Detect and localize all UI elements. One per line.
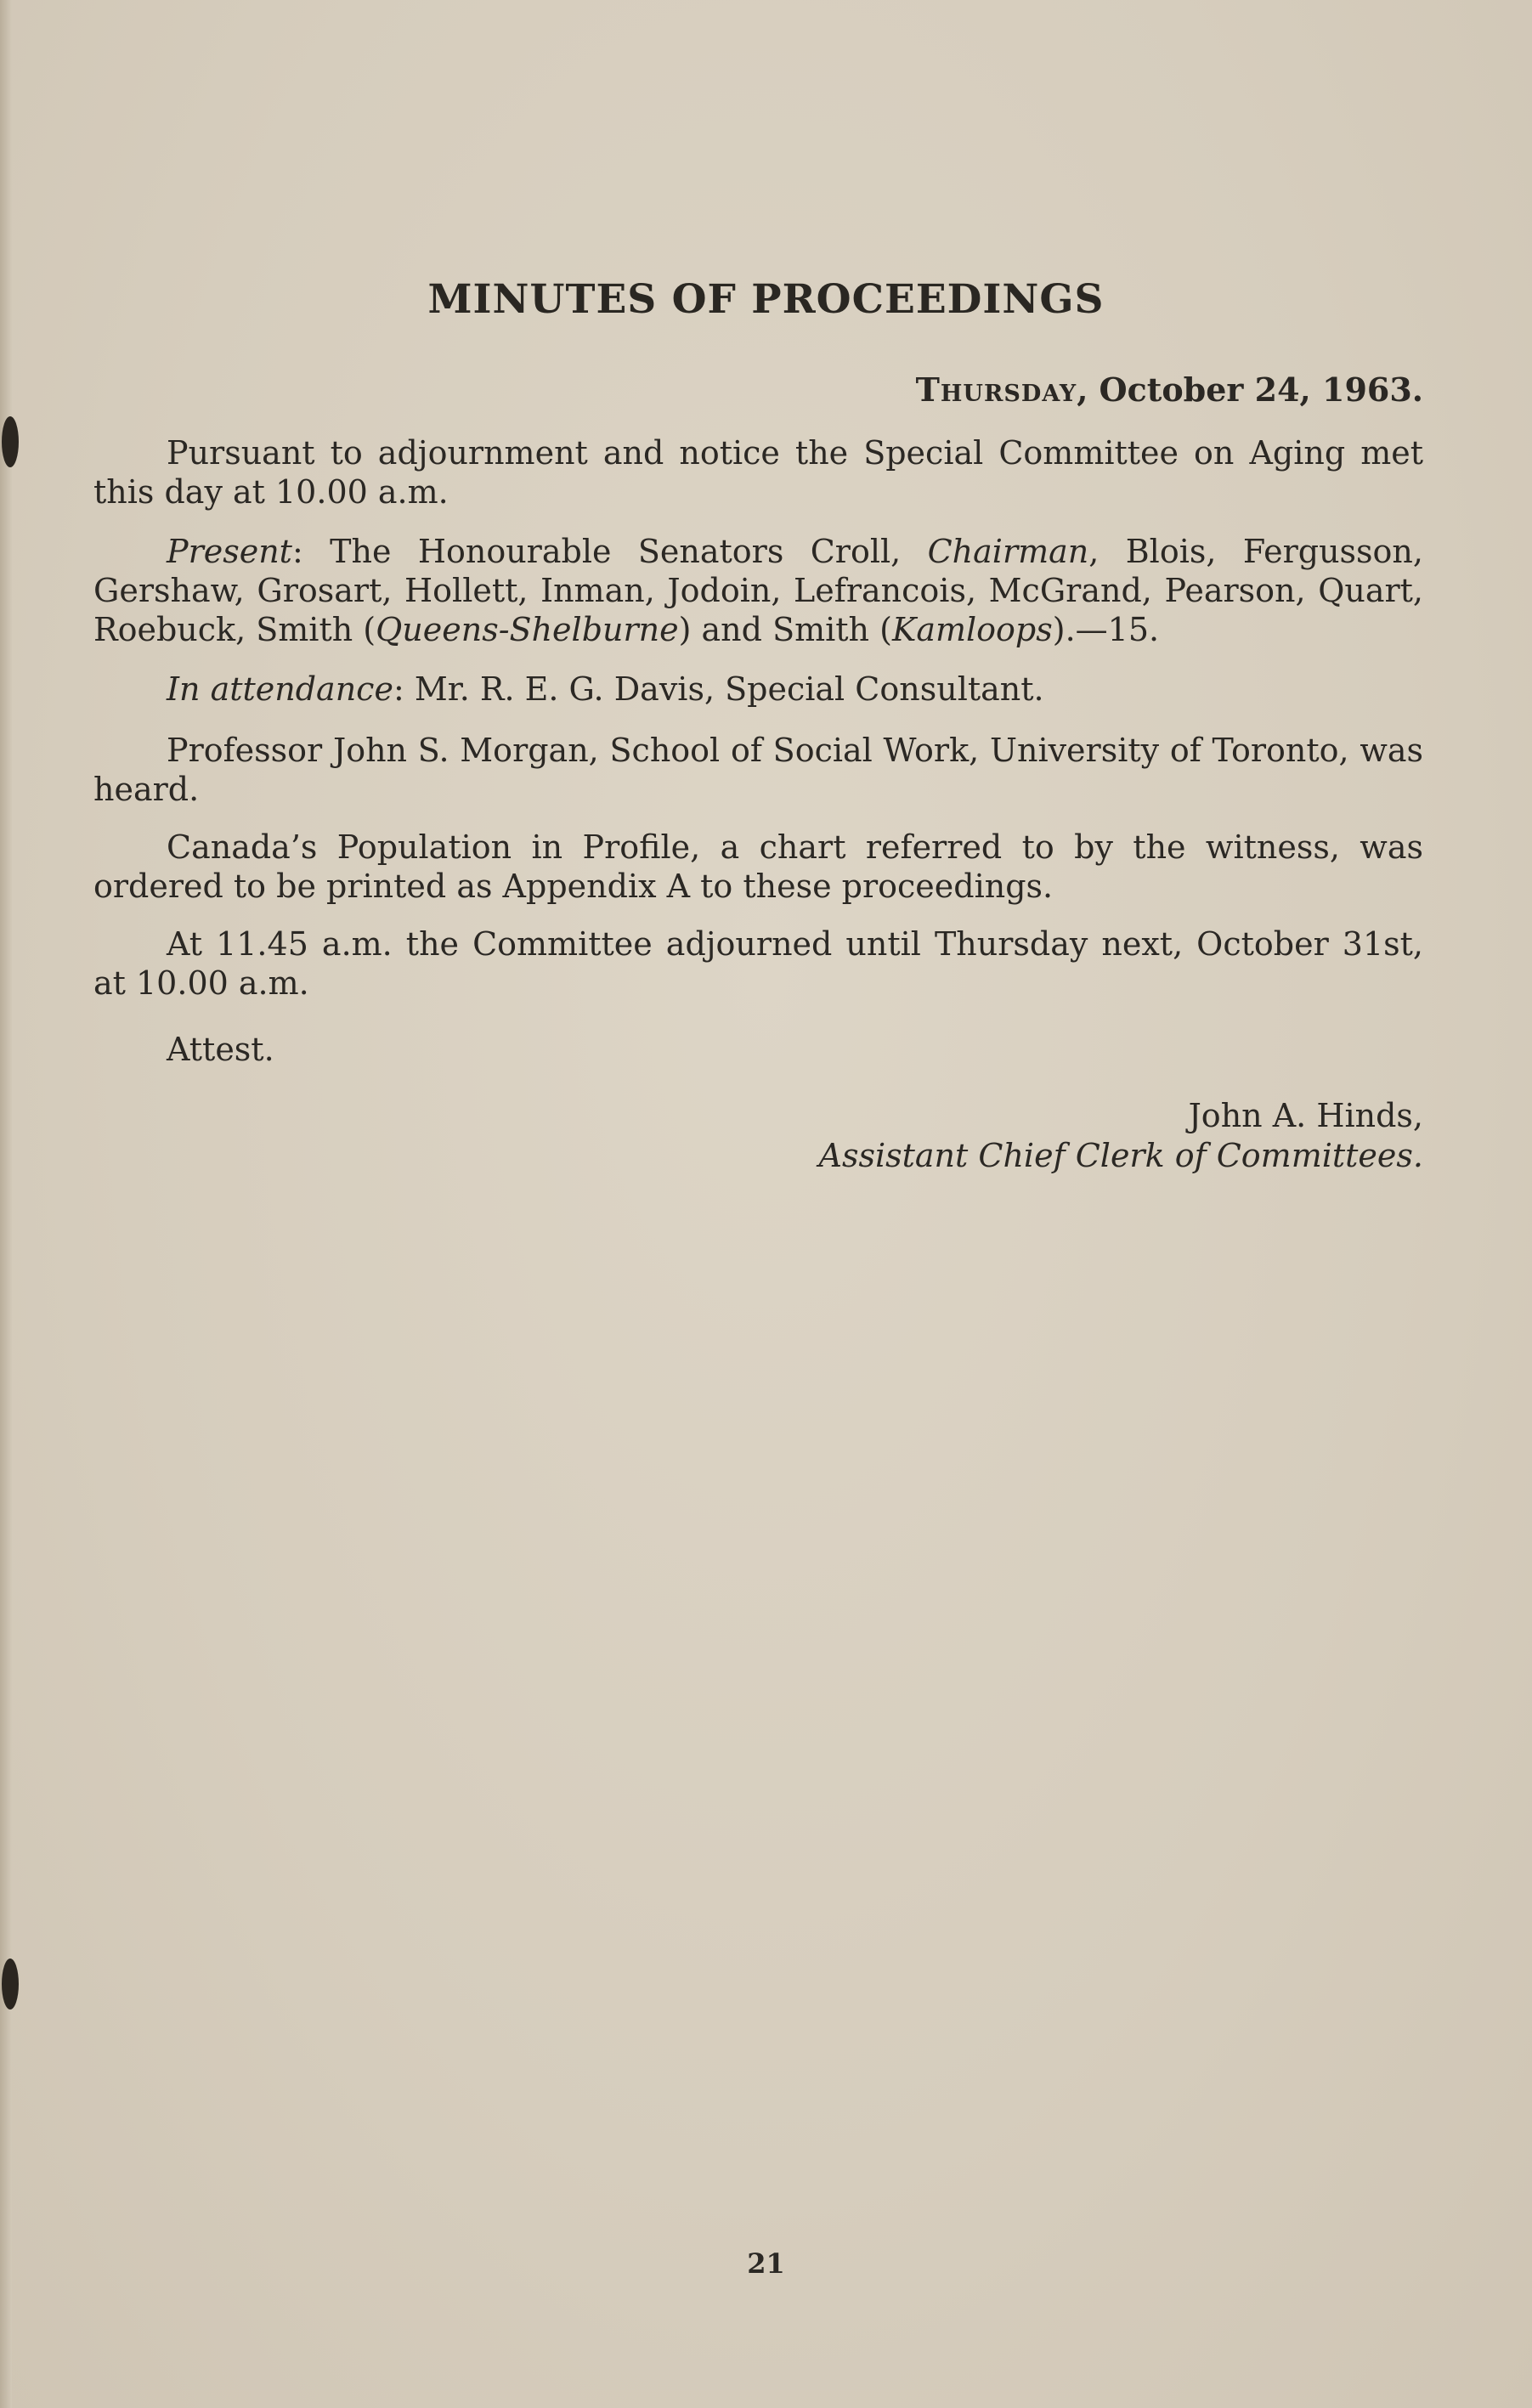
present-label: Present	[167, 533, 292, 570]
signature-role: Assistant Chief Clerk of Committees.	[818, 1137, 1423, 1174]
paragraph-attest: Attest.	[167, 1031, 274, 1068]
paragraph-appendix: Canada’s Population in Profile, a chart referred to by the witness, was ordered to be printed as Appendix A to these proceedings.	[93, 828, 1423, 905]
binding-hole	[2, 1959, 19, 2009]
meeting-date-rest: October 24, 1963.	[1099, 370, 1423, 409]
paragraph-witness: Professor John S. Morgan, School of Social Work, University of Toronto, was heard.	[93, 732, 1423, 808]
paragraph-adjournment: Pursuant to adjournment and notice the Special Committee on Aging met this day at 10.00 a.m.	[93, 434, 1423, 511]
page-title: MINUTES OF PROCEEDINGS	[427, 276, 1105, 323]
attendance-label: In attendance	[167, 670, 393, 708]
binding-hole	[2, 416, 19, 467]
binding-edge	[0, 0, 12, 2408]
paragraph-adjourned: At 11.45 a.m. the Committee adjourned until Thursday next, October 31st, at 10.00 a.m.	[93, 925, 1423, 1002]
paragraph-attendance: In attendance: Mr. R. E. G. Davis, Special Consultant.	[167, 670, 1044, 708]
paragraph-present: Present: The Honourable Senators Croll, Chairman, Blois, Fergusson, Gershaw, Grosart, Hollett, Inman, Jodoin, Lefrancois, McGrand, Pearson, Quart, Roebuck, Smith (Queens-Shelburne) and Smith (Kamloops).—15.	[93, 533, 1423, 648]
signature-block	[819, 1096, 1423, 1176]
signature-name: John A. Hinds,	[1188, 1097, 1423, 1134]
page-number: 21	[747, 2247, 785, 2280]
meeting-date	[916, 370, 1423, 409]
meeting-day: Thursday,	[915, 370, 1089, 409]
